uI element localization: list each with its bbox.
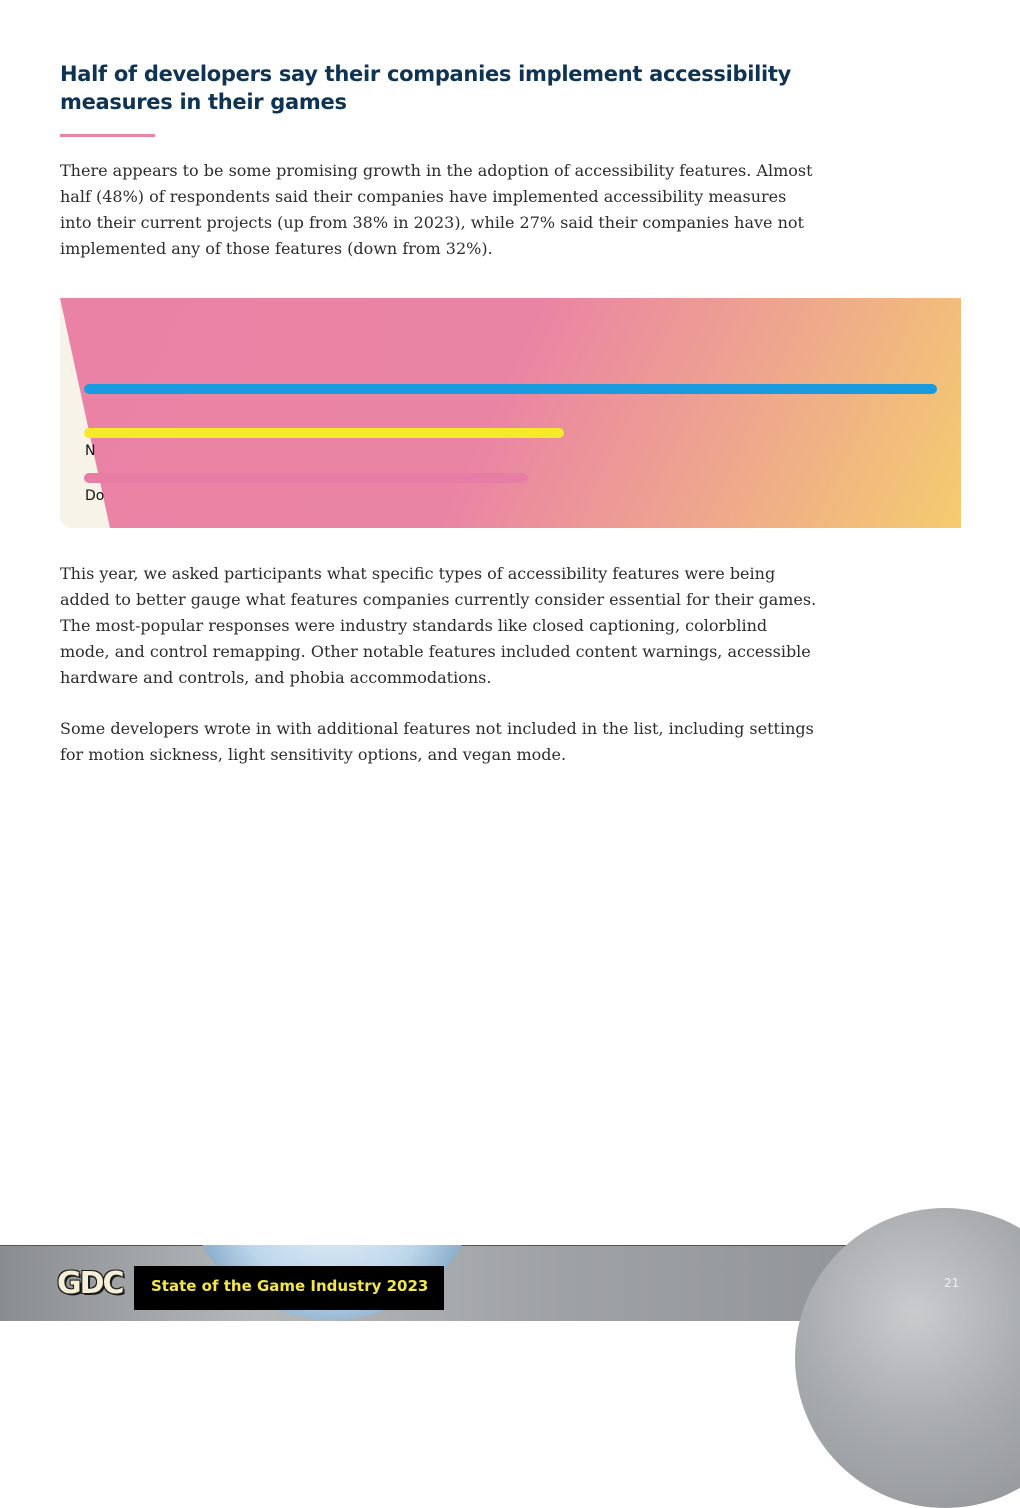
accessibility-chart [60,298,961,528]
bar-not-implemented [84,428,564,438]
bar-implemented [84,384,937,394]
page-title: Half of developers say their companies implement accessibility measures in their games [60,62,792,114]
additional-paragraph: Some developers wrote in with additional features not included in the list, including settings for motion sickness, light sensitivity options, and vegan mode. [60,719,814,764]
features-paragraph: This year, we asked participants what specific types of accessibility features were being added to better gauge what features companies currently consider essential for their games. The most-popular responses were industry standards like closed captioning, colorblind mode, and control remapping. Other notable features included content warnings, accessible hardware and controls, and phobia accommodations. [60,564,817,687]
title-underline [60,134,155,137]
bar-label-dont-know: Do [85,488,105,504]
page-number: 21 [944,1276,960,1290]
chart-gradient-panel [60,298,961,528]
intro-paragraph: There appears to be some promising growth in the adoption of accessibility features. Almost half (48%) of respondents said their companies have implemented accessibility measures into their current projects (up from 38% in 2023), while 27% said their companies have not implemented any of those features (down from 32%). [60,161,813,258]
report-title: State of the Game Industry 2023 [134,1266,444,1310]
bar-dont-know [84,473,528,483]
gdc-logo: GDC [57,1266,123,1301]
bar-label-not-implemented: N [85,443,96,459]
